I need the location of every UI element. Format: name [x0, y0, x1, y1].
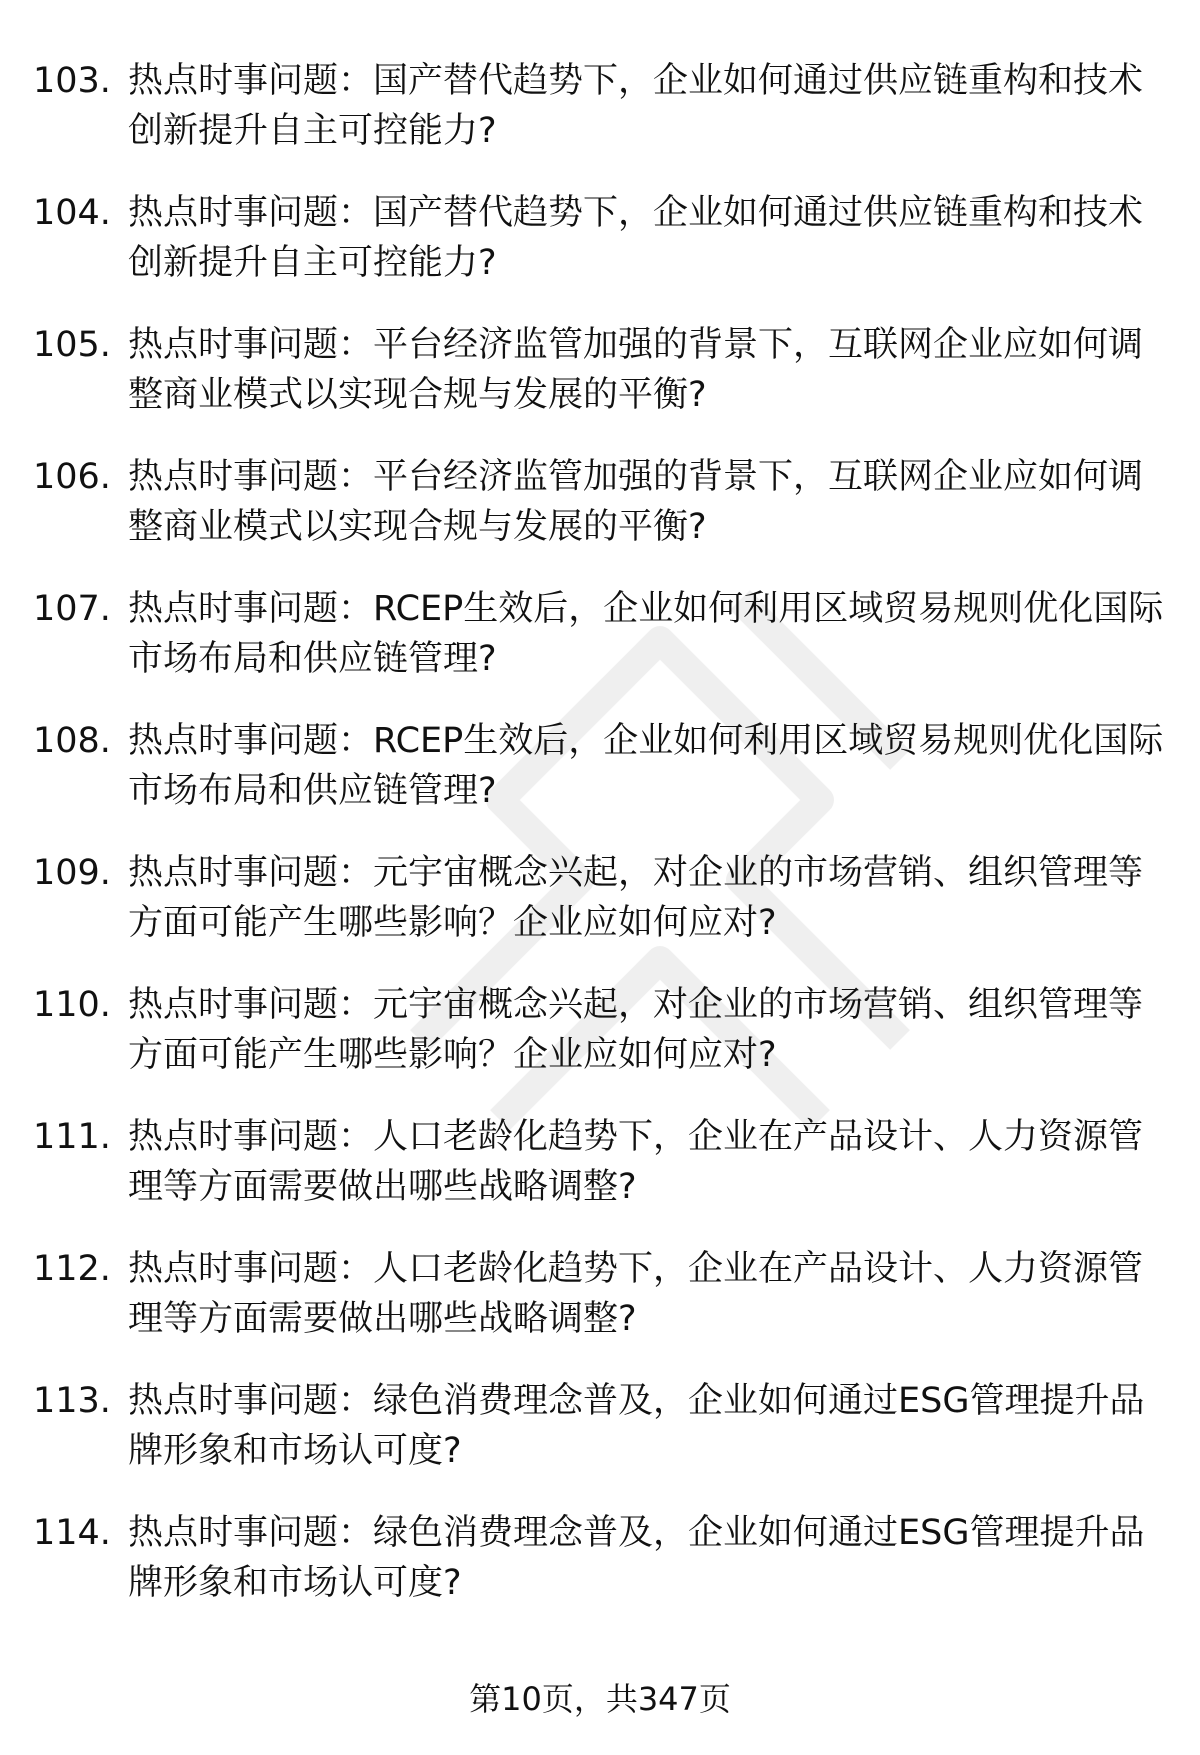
question-text: 热点时事问题：国产替代趋势下，企业如何通过供应链重构和技术创新提升自主可控能力?	[128, 193, 1144, 283]
question-number: 108.	[33, 721, 111, 761]
question-item	[0, 1244, 1200, 1376]
question-text: 热点时事问题：RCEP生效后，企业如何利用区域贸易规则优化国际市场布局和供应链管理?	[128, 589, 1164, 679]
question-item	[0, 584, 1200, 716]
question-text: 热点时事问题：元宇宙概念兴起，对企业的市场营销、组织管理等方面可能产生哪些影响？企业应如何应对?	[128, 853, 1144, 943]
question-item	[0, 452, 1200, 584]
question-number: 111.	[33, 1117, 111, 1157]
question-item	[0, 1376, 1200, 1508]
question-number: 105.	[33, 325, 111, 365]
page-indicator: 第10页，共347页	[469, 1680, 731, 1718]
question-text: 热点时事问题：人口老龄化趋势下，企业在产品设计、人力资源管理等方面需要做出哪些战略调整?	[128, 1249, 1144, 1339]
question-number: 110.	[33, 985, 111, 1025]
question-text: 热点时事问题：人口老龄化趋势下，企业在产品设计、人力资源管理等方面需要做出哪些战略调整?	[128, 1117, 1144, 1207]
question-item	[0, 848, 1200, 980]
question-item	[0, 56, 1200, 188]
question-item	[0, 1508, 1200, 1640]
question-text: 热点时事问题：RCEP生效后，企业如何利用区域贸易规则优化国际市场布局和供应链管理?	[128, 721, 1164, 811]
question-number: 114.	[33, 1513, 111, 1553]
question-number: 106.	[33, 457, 111, 497]
question-text: 热点时事问题：平台经济监管加强的背景下，互联网企业应如何调整商业模式以实现合规与发展的平衡?	[128, 325, 1144, 415]
question-text: 热点时事问题：国产替代趋势下，企业如何通过供应链重构和技术创新提升自主可控能力?	[128, 61, 1144, 151]
question-number: 103.	[33, 61, 111, 101]
question-list	[0, 56, 1200, 1640]
question-item	[0, 1112, 1200, 1244]
question-number: 109.	[33, 853, 111, 893]
question-number: 112.	[33, 1249, 111, 1289]
question-text: 热点时事问题：绿色消费理念普及，企业如何通过ESG管理提升品牌形象和市场认可度?	[128, 1513, 1145, 1603]
question-item	[0, 320, 1200, 452]
question-text: 热点时事问题：元宇宙概念兴起，对企业的市场营销、组织管理等方面可能产生哪些影响？企业应如何应对?	[128, 985, 1144, 1075]
question-item	[0, 716, 1200, 848]
question-text: 热点时事问题：平台经济监管加强的背景下，互联网企业应如何调整商业模式以实现合规与发展的平衡?	[128, 457, 1144, 547]
question-number: 113.	[33, 1381, 111, 1421]
question-item	[0, 188, 1200, 320]
question-text: 热点时事问题：绿色消费理念普及，企业如何通过ESG管理提升品牌形象和市场认可度?	[128, 1381, 1145, 1471]
question-number: 107.	[33, 589, 111, 629]
question-item	[0, 980, 1200, 1112]
question-number: 104.	[33, 193, 111, 233]
